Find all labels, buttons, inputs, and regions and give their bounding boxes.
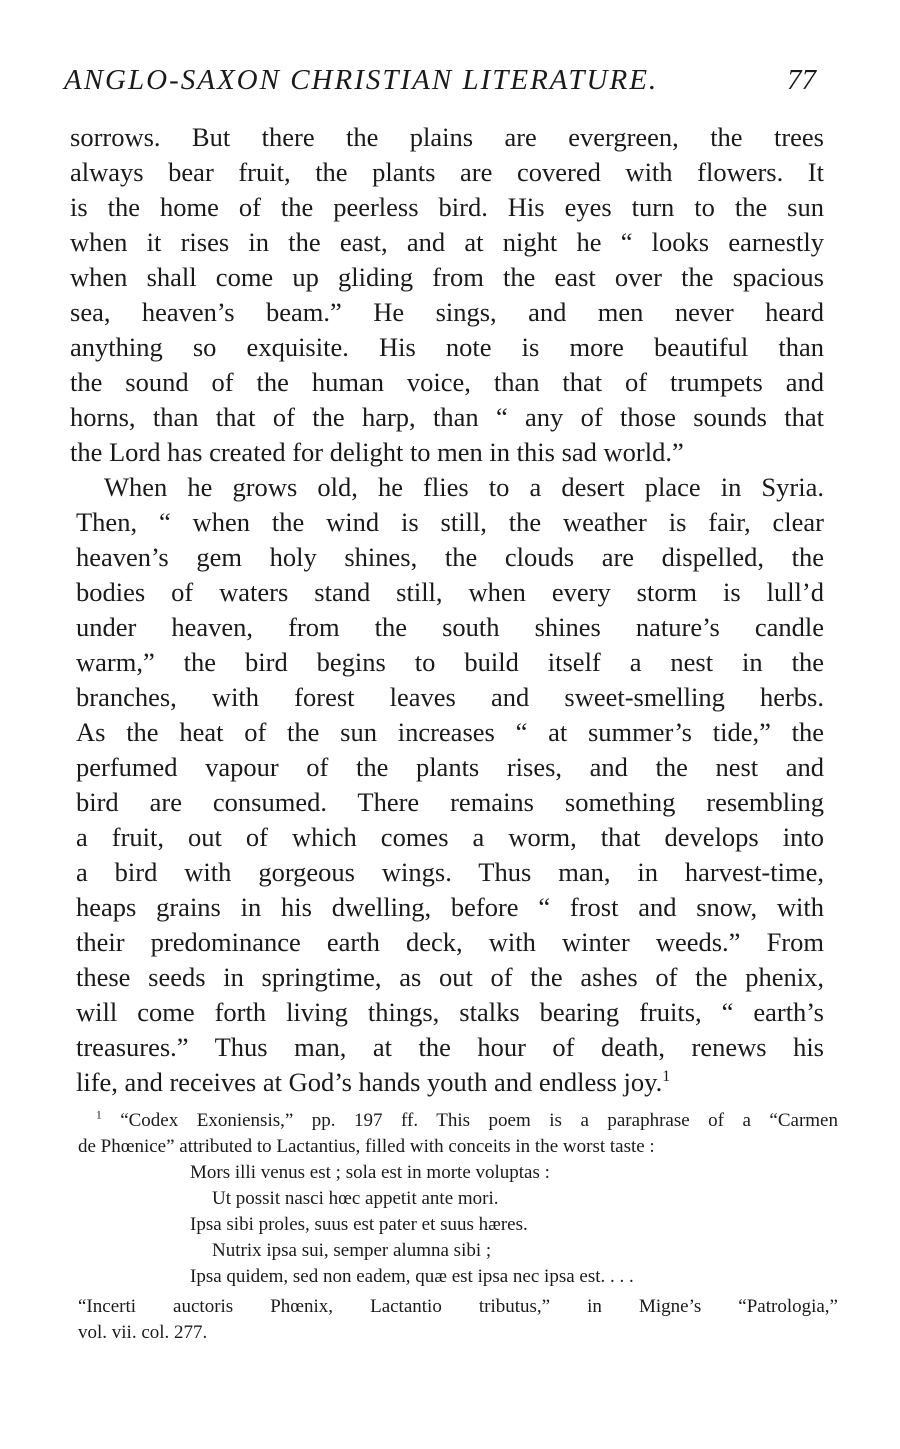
verse-line: Nutrix ipsa sui, semper alumna sibi ;	[212, 1240, 492, 1261]
body-line: horns, than that of the harp, than “ any of those sounds that	[70, 402, 824, 432]
body-line: the Lord has created for delight to men in this sad world.”	[70, 437, 684, 467]
body-line: perfumed vapour of the plants rises, and the nest and	[76, 752, 824, 782]
latin-verse	[78, 1160, 838, 1290]
body-line: bodies of waters stand still, when every storm is lull’d	[76, 577, 824, 607]
body-line: heaven’s gem holy shines, the clouds are dispelled, the	[76, 542, 824, 572]
footnote-line: de Phœnice” attributed to Lactantius, filled with conceits in the worst taste :	[78, 1136, 655, 1157]
body-line: sea, heaven’s beam.” He sings, and men never heard	[70, 297, 824, 327]
body-line: treasures.” Thus man, at the hour of death, renews his	[76, 1032, 824, 1062]
body-line: under heaven, from the south shines nature’s candle	[76, 612, 824, 642]
footnote	[78, 1108, 838, 1346]
body-line-text: life, and receives at God’s hands youth and endless joy.	[76, 1067, 663, 1097]
running-head-title: ANGLO-SAXON CHRISTIAN LITERATURE.	[64, 64, 659, 96]
body-line: Then, “ when the wind is still, the weather is fair, clear	[76, 507, 824, 537]
body-line: when it rises in the east, and at night he “ looks earnestly	[70, 227, 824, 257]
body-line: warm,” the bird begins to build itself a nest in the	[76, 647, 824, 677]
body-line-final	[70, 1065, 824, 1100]
body-line: sorrows. But there the plains are evergreen, the trees	[70, 122, 824, 152]
citation-line: “Incerti auctoris Phœnix, Lactantio tributus,” in Migne’s “Patrologia,”	[78, 1296, 838, 1317]
verse-line: Mors illi venus est ; sola est in morte voluptas :	[190, 1162, 550, 1183]
body-line: anything so exquisite. His note is more beautiful than	[70, 332, 824, 362]
body-line: heaps grains in his dwelling, before “ frost and snow, with	[76, 892, 824, 922]
body-line: when shall come up gliding from the east over the spacious	[70, 262, 824, 292]
body-line: these seeds in springtime, as out of the ashes of the phenix,	[76, 962, 824, 992]
footnote-marker: 1	[96, 1109, 102, 1122]
verse-line: Ipsa quidem, sed non eadem, quæ est ipsa nec ipsa est. . . .	[190, 1266, 634, 1287]
footnote-line	[78, 1108, 838, 1134]
verse-line: Ipsa sibi proles, suus est pater et suus hæres.	[190, 1214, 528, 1235]
verse-line: Ut possit nasci hœc appetit ante mori.	[212, 1188, 499, 1209]
body-line: is the home of the peerless bird. His eyes turn to the sun	[70, 192, 824, 222]
footnote-reference: 1	[662, 1068, 671, 1086]
body-line: When he grows old, he flies to a desert place in Syria.	[104, 472, 824, 502]
body-line: bird are consumed. There remains something resembling	[76, 787, 824, 817]
body-line: always bear fruit, the plants are covered with flowers. It	[70, 157, 824, 187]
running-head	[64, 64, 824, 108]
body-line: their predominance earth deck, with winter weeds.” From	[76, 927, 824, 957]
body-line: the sound of the human voice, than that of trumpets and	[70, 367, 824, 397]
body-line: a bird with gorgeous wings. Thus man, in harvest-time,	[76, 857, 824, 887]
citation-line: vol. vii. col. 277.	[78, 1322, 208, 1343]
footnote-citation	[78, 1294, 838, 1346]
body-text	[70, 120, 824, 1100]
page-number: 77	[787, 64, 816, 96]
body-line: As the heat of the sun increases “ at summer’s tide,” the	[76, 717, 824, 747]
body-line: branches, with forest leaves and sweet-smelling herbs.	[76, 682, 824, 712]
body-line: will come forth living things, stalks bearing fruits, “ earth’s	[76, 997, 824, 1027]
body-line: a fruit, out of which comes a worm, that develops into	[76, 822, 824, 852]
footnote-text: “Codex Exoniensis,” pp. 197 ff. This poem is a paraphrase of a “Carmen	[101, 1110, 838, 1131]
